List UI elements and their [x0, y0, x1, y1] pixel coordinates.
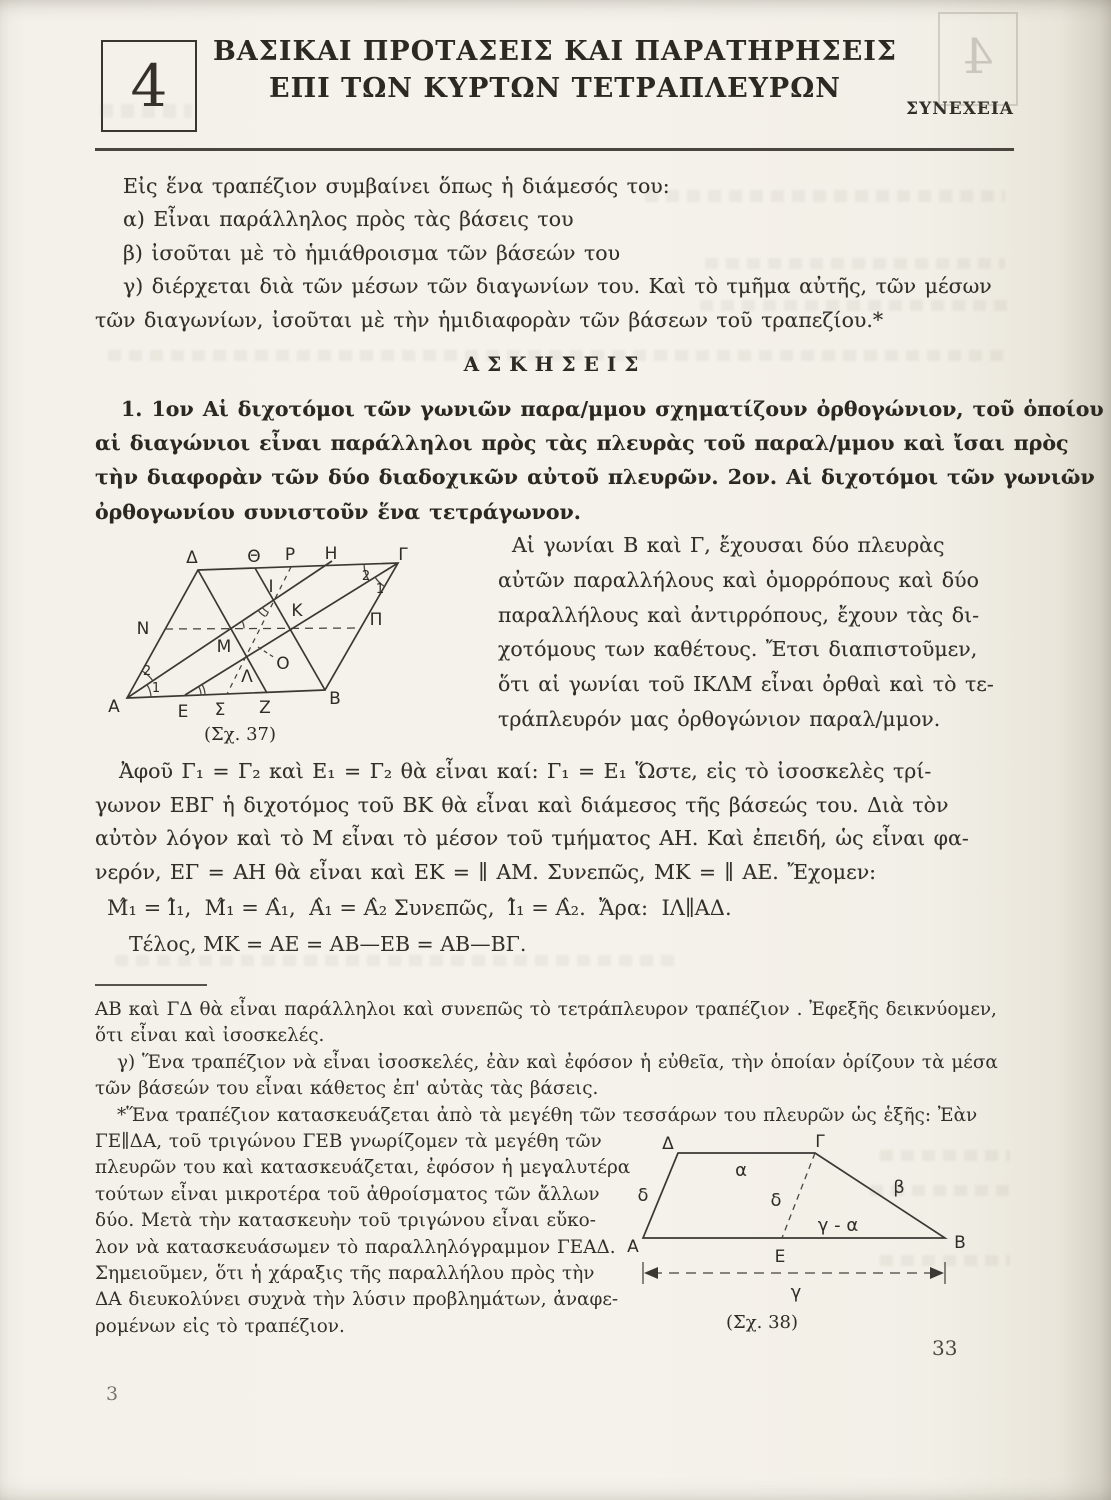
bleed-through-number: 4 — [962, 29, 994, 85]
dashed-line-g-e — [782, 1153, 815, 1238]
point-label-pi: Π — [369, 610, 383, 630]
exercise-line: 1. 1ον Αἱ διχοτόμοι τῶν γωνιῶν παρα/μμου σχηματίζουν ὀρθογώνιον, τοῦ ὁποίου — [121, 397, 1104, 421]
point-label-epsilon: Ε — [177, 702, 189, 722]
footnote-line: ὅτι εἶναι καὶ ἰσοσκελές. — [95, 1025, 325, 1047]
figure-38-caption: (Σχ. 38) — [725, 1312, 799, 1333]
exercises-heading: ΑΣΚΗΣΕΙΣ — [463, 352, 647, 376]
exercise-line: ὀρθογωνίου συνιστοῦν ἕνα τετράγωνον. — [95, 499, 581, 524]
chapter-number: 4 — [130, 52, 168, 120]
solution-line: παραλλήλους καὶ ἀντιρρόπους, ἔχουν τὰς δι- — [498, 602, 980, 627]
footnote-line: ΔΑ διευκολύνει συχνὰ τὴν λύσιν προβλημάτων, ἀναφε- — [95, 1289, 619, 1311]
bleed-through-chapter-box — [938, 12, 1018, 106]
angle-arc-i2 — [258, 610, 266, 616]
conclusion-line: Τέλος, ΜΚ = ΑΕ = ΑΒ—ΕΒ = ΑΒ—ΒΓ. — [129, 932, 527, 956]
vertex-label-delta: Δ — [662, 1134, 674, 1154]
footnote-line: λον νὰ κατασκευάσωμεν τὸ παραλληλόγραμμον ΓΕΑΔ. — [95, 1236, 616, 1258]
dashed-leader-o — [258, 647, 275, 658]
point-label-theta: Θ — [247, 547, 261, 567]
dimension-label-gamma: γ — [790, 1282, 802, 1303]
figure-37 — [90, 535, 495, 750]
solution-line: γωνον ΕΒΓ ἡ διχοτόμος τοῦ ΒΚ θὰ εἶναι καὶ διάμεσος τῆς βάσεώς του. Διὰ τὸν — [95, 792, 949, 817]
side-label-delta-diagonal: δ — [770, 1190, 782, 1211]
side-label-alpha-top: α — [735, 1160, 747, 1181]
intro-line: γ) διέρχεται διὰ τῶν μέσων τῶν διαγωνίων του. Καὶ τὸ τμῆμα αὐτῆς, τῶν μέσων — [123, 274, 992, 299]
footnote-line: πλευρῶν του καὶ κατασκευάζεται, ἐφόσον ἡ μεγαλυτέρα — [95, 1157, 631, 1179]
intro-line: α) Εἶναι παράλληλος πρὸς τὰς βάσεις του — [123, 207, 574, 232]
angle-arc-i1 — [262, 607, 267, 612]
vertex-label-beta: Β — [329, 689, 341, 709]
footnote-line: γ) Ἕνα τραπέζιον νὰ εἶναι ἰσοσκελές, ἐὰν καὶ ἐφόσον ἡ εὐθεῖα, τὴν ὁποίαν ὁρίζουν τὰ μέσα — [117, 1051, 998, 1073]
side-label-delta-left: δ — [637, 1185, 649, 1206]
vertex-label-gamma: Γ — [398, 545, 408, 565]
angle-digit-a1: 1 — [151, 681, 161, 696]
intro-line: τῶν διαγωνίων, ἰσοῦται μὲ τὴν ἡμιδιαφορὰν τῶν βάσεων τοῦ τραπεζίου.* — [95, 307, 884, 332]
footnote-line: Σημειοῦμεν, ὅτι ἡ χάραξις τῆς παραλλήλου πρὸς τὴν — [95, 1263, 595, 1285]
solution-line: νερόν, ΕΓ = ΑΗ θὰ εἶναι καὶ ΕΚ = ∥ ΑΜ. Συνεπῶς, ΜΚ = ∥ ΑΕ. Ἔχομεν: — [95, 859, 877, 884]
dashed-line-r-s — [227, 567, 291, 694]
sheet-number: 3 — [106, 1383, 119, 1405]
point-label-rho: Ρ — [284, 545, 296, 565]
point-label-omicron: Ο — [276, 654, 290, 674]
vertex-label-gamma: Γ — [815, 1132, 825, 1152]
vertex-label-delta: Δ — [186, 548, 198, 568]
intro-paragraph — [95, 170, 992, 337]
vertex-label-alpha: Α — [108, 697, 120, 717]
solution-line: τράπλευρόν μας ὀρθογώνιον παραλ/μμον. — [498, 706, 941, 731]
angle-arc-a1 — [147, 685, 151, 697]
figure-37-caption: (Σχ. 37) — [203, 724, 277, 745]
vertex-label-alpha: Α — [627, 1237, 639, 1257]
footnote-line: ρομένων εἰς τὸ τραπέζιον. — [95, 1315, 345, 1337]
intro-line: β) ἰσοῦται μὲ τὸ ἡμιάθροισμα τῶν βάσεών του — [123, 240, 621, 265]
solution-paragraph — [95, 755, 969, 889]
footnote-line: τῶν βάσεών του εἶναι κάθετος ἐπ' αὐτὰς τὰς βάσεις. — [95, 1078, 599, 1100]
page-number: 33 — [932, 1336, 958, 1360]
angle-digit-g1: 1 — [375, 582, 385, 597]
bleed-through-smudge — [115, 955, 675, 966]
angle-arc-e2 — [202, 685, 205, 695]
bisector-a-h — [127, 561, 332, 698]
point-label-mu: Μ — [216, 637, 232, 657]
footnote-line: δύο. Μετὰ τὴν κατασκευὴν τοῦ τριγώνου εἶναι εὔκο- — [95, 1210, 596, 1232]
point-label-lambda: Λ — [241, 667, 253, 687]
point-label-kappa: Κ — [291, 601, 303, 621]
page-title-line1: ΒΑΣΙΚΑΙ ΠΡΟΤΑΣΕΙΣ ΚΑΙ ΠΑΡΑΤΗΡΗΣΕΙΣ — [212, 36, 898, 67]
angle-digit-a2: 2 — [142, 664, 152, 679]
point-label-iota: Ι — [268, 577, 274, 597]
header-rule — [95, 148, 1014, 151]
footnote-line: *Ἕνα τραπέζιον κατασκευάζεται ἀπὸ τὰ μεγέθη τῶν τεσσάρων του πλευρῶν ὡς ἑξῆς: Ἐὰν — [117, 1104, 978, 1126]
bisector-d-z — [198, 570, 267, 693]
dashed-line-n-p — [165, 628, 360, 629]
point-label-epsilon: Ε — [774, 1247, 786, 1267]
point-label-sigma: Σ — [214, 700, 226, 720]
arrowhead-left — [644, 1267, 658, 1279]
side-label-beta-right: β — [893, 1177, 905, 1198]
continuation-label: ΣΥΝΕΧΕΙΑ — [906, 99, 1014, 119]
exercise-1-statement — [95, 392, 1104, 529]
solution-line: Αἱ γωνίαι Β καὶ Γ, ἔχουσαι δύο πλευρὰς — [512, 533, 945, 557]
vertex-label-beta: Β — [954, 1233, 966, 1253]
point-label-nu: Ν — [136, 619, 150, 639]
segment-label-gamma-minus-alpha: γ - α — [817, 1215, 859, 1236]
point-label-zeta: Ζ — [259, 698, 271, 718]
angle-arc-m — [242, 621, 244, 629]
intro-line: Εἰς ἕνα τραπέζιον συμβαίνει ὅπως ἡ διάμεσός του: — [123, 174, 670, 198]
solution-right-column — [498, 528, 994, 737]
figure-38 — [598, 1118, 1018, 1333]
footnote-line: ΑΒ καὶ ΓΔ θὰ εἶναι παράλληλοι καὶ συνεπῶς τὸ τετράπλευρον τραπέζιον . Ἐφεξῆς δεικνύομεν, — [95, 999, 997, 1020]
angle-arc-e1 — [199, 687, 201, 695]
solution-line: Ἀφοῦ Γ₁ = Γ₂ καὶ Ε₁ = Γ₂ θὰ εἶναι καί: Γ₁ = Ε₁ Ὥστε, εἰς τὸ ἰσοσκελὲς τρί- — [119, 759, 932, 783]
page-title-line2: ΕΠΙ ΤΩΝ ΚΥΡΤΩΝ ΤΕΤΡΑΠΛΕΥΡΩΝ — [269, 73, 841, 104]
page-title — [95, 33, 1015, 107]
point-label-eta: Η — [324, 544, 338, 564]
solution-line: αὐτῶν παραλλήλους καὶ ὁμορρόπους καὶ δύο — [498, 567, 979, 592]
arrowhead-right — [930, 1267, 944, 1279]
angle-equalities-formula: Μ̂₁ = Ι̂₁, Μ̂₁ = Α̂₁, Α̂₁ = Α̂₂ Συνεπῶς, Ι̂₁ = Α̂₂. Ἄρα: ΙΛ∥ΑΔ. — [107, 896, 732, 920]
footnote-line: τούτων εἶναι μικροτέρα τοῦ ἀθροίσματος τῶν ἄλλων — [95, 1183, 600, 1205]
solution-line: αὐτὸν λόγον καὶ τὸ Μ εἶναι τὸ μέσον τοῦ τμήματος ΑΗ. Καὶ ἐπειδή, ὡς εἶναι φα- — [95, 826, 969, 851]
footnote-line: ΓΕ∥ΔΑ, τοῦ τριγώνου ΓΕΒ γνωρίζομεν τὰ μεγέθη τῶν — [95, 1131, 602, 1153]
solution-line: χοτόμους των καθέτους. Ἔτσι διαπιστοῦμεν, — [498, 637, 978, 662]
solution-line: ὅτι αἱ γωνίαι τοῦ ΙΚΛΜ εἶναι ὀρθαὶ καὶ τὸ τε- — [498, 672, 994, 697]
parallelogram-abgd — [127, 563, 398, 698]
exercise-line: αἱ διαγώνιοι εἶναι παράλληλοι πρὸς τὰς πλευρὰς τοῦ παραλ/μμου καὶ ἴσαι πρὸς — [95, 431, 1069, 456]
exercise-line: τὴν διαφορὰν τῶν δύο διαδοχικῶν αὐτοῦ πλευρῶν. 2ον. Αἱ διχοτόμοι τῶν γωνιῶν — [95, 465, 1095, 490]
angle-digit-g2: 2 — [361, 569, 371, 584]
footnote-rule — [95, 984, 207, 986]
